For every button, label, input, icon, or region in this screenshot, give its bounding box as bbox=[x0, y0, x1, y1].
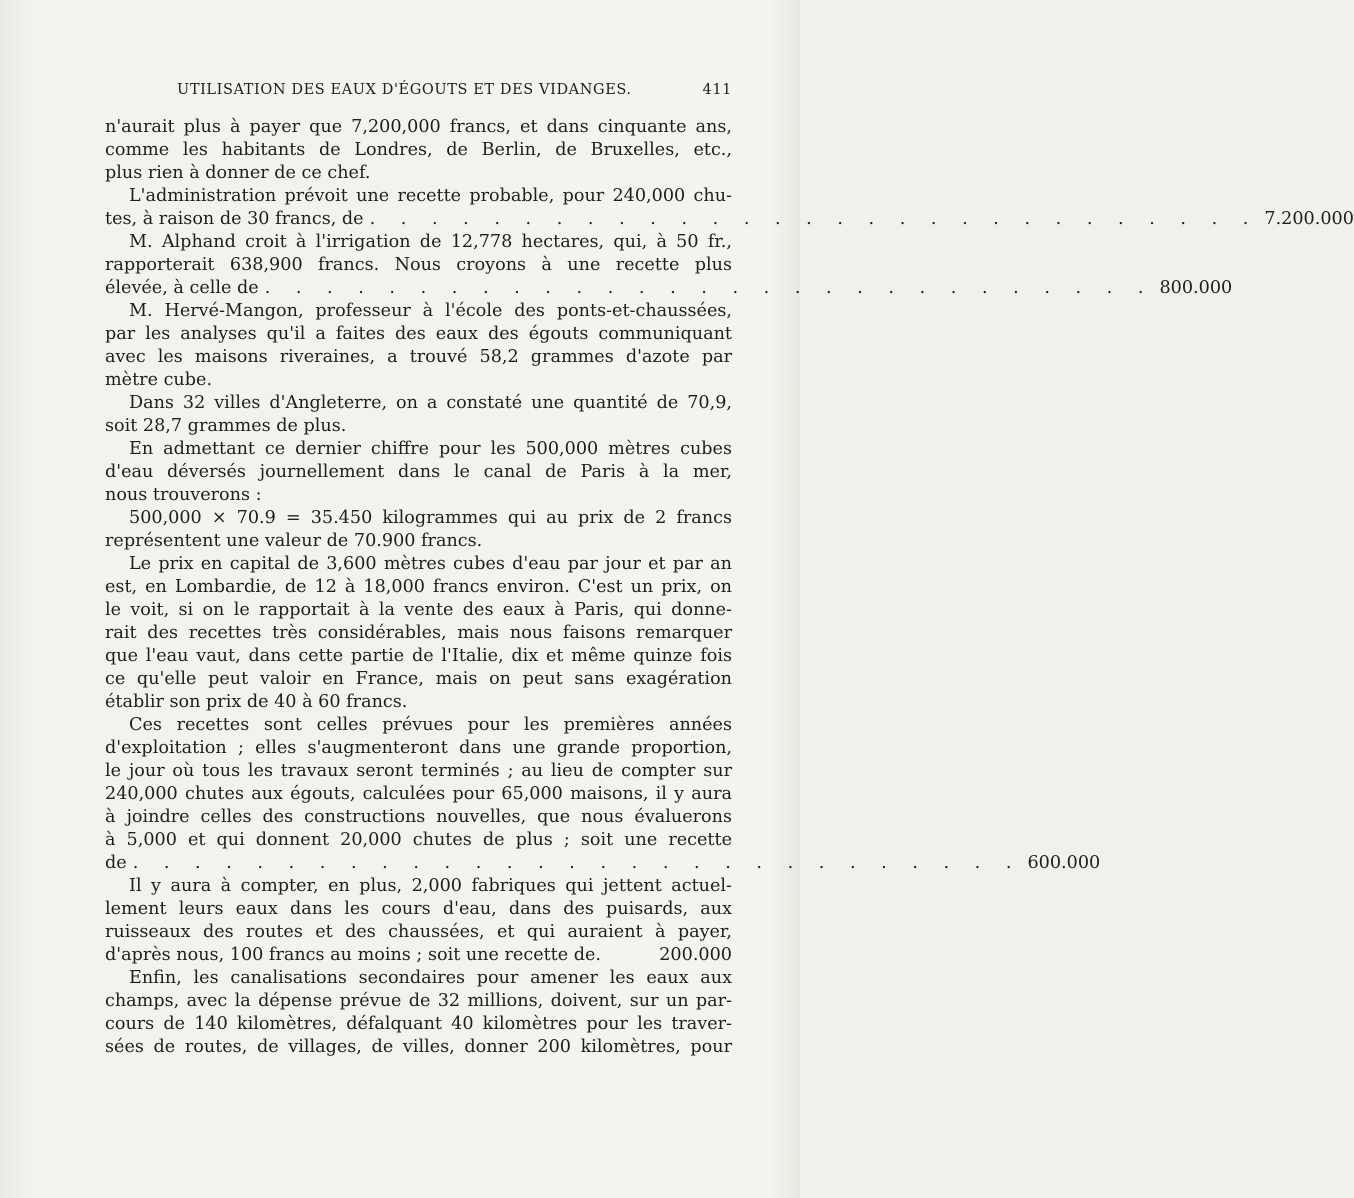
running-title: UTILISATION DES EAUX D'ÉGOUTS ET DES VIDANGES. bbox=[177, 82, 632, 98]
text-line: d'exploitation ; elles s'augmenteront dans une grande proportion, bbox=[105, 738, 732, 758]
text-line: En admettant ce dernier chiffre pour les 500,000 mètres cubes bbox=[129, 439, 732, 459]
text-line: que l'eau vaut, dans cette partie de l'Italie, dix et même quinze fois bbox=[105, 646, 732, 666]
amount-line bbox=[105, 208, 1354, 231]
text-line: Ces recettes sont celles prévues pour les premières années bbox=[129, 715, 732, 735]
amount: 7.200.000 bbox=[1264, 209, 1354, 229]
page-header bbox=[105, 82, 732, 106]
text-line: d'après nous, 100 francs au moins ; soit une recette de. bbox=[105, 945, 602, 965]
text-line: L'administration prévoit une recette probable, pour 240,000 chu- bbox=[129, 186, 732, 206]
text-line: cours de 140 kilomètres, défalquant 40 kilomètres pour les traver- bbox=[105, 1014, 732, 1034]
leader-dots: . . . . . . . . . . . . . . . . . . . . . . . . . . . . . bbox=[264, 278, 1154, 298]
text-line: à joindre celles des constructions nouvelles, que nous évaluerons bbox=[105, 807, 732, 827]
text-line: nous trouverons : bbox=[105, 485, 262, 505]
text-line: représentent une valeur de 70.900 francs. bbox=[105, 531, 483, 551]
text-line: M. Hervé-Mangon, professeur à l'école des ponts-et-chaussées, bbox=[129, 301, 732, 321]
text-line: Enfin, les canalisations secondaires pour amener les eaux aux bbox=[129, 968, 732, 988]
text-line: soit 28,7 grammes de plus. bbox=[105, 416, 347, 436]
text-line: M. Alphand croit à l'irrigation de 12,778 hectares, qui, à 50 fr., bbox=[129, 232, 732, 252]
text-line: Dans 32 villes d'Angleterre, on a constaté une quantité de 70,9, bbox=[129, 393, 732, 413]
text-line: rait des recettes très considérables, mais nous faisons remarquer bbox=[105, 623, 732, 643]
text-line: 240,000 chutes aux égouts, calculées pour 65,000 maisons, il y aura bbox=[105, 784, 732, 804]
text-line: Le prix en capital de 3,600 mètres cubes d'eau par jour et par an bbox=[129, 554, 732, 574]
text-line: ruisseaux des routes et des chaussées, et qui auraient à payer, bbox=[105, 922, 732, 942]
text-line: lement leurs eaux dans les cours d'eau, dans des puisards, aux bbox=[105, 899, 732, 919]
text-line: le voit, si on le rapportait à la vente des eaux à Paris, qui donne- bbox=[105, 600, 732, 620]
body-text bbox=[105, 116, 1354, 1059]
amount: 200.000 bbox=[659, 945, 732, 965]
text-line: le jour où tous les travaux seront terminés ; au lieu de compter sur bbox=[105, 761, 732, 781]
text-line: est, en Lombardie, de 12 à 18,000 francs environ. C'est un prix, on bbox=[105, 577, 732, 597]
text-line: champs, avec la dépense prévue de 32 millions, doivent, sur un par- bbox=[105, 991, 732, 1011]
page-number: 411 bbox=[702, 82, 732, 98]
text-line: sées de routes, de villages, de villes, donner 200 kilomètres, pour bbox=[105, 1037, 732, 1057]
text-line: à 5,000 et qui donnent 20,000 chutes de plus ; soit une recette bbox=[105, 830, 732, 850]
amount: 600.000 bbox=[1027, 853, 1101, 873]
text-line: élevée, à celle de bbox=[105, 278, 259, 298]
amount-line bbox=[105, 944, 732, 967]
leader-dots: . . . . . . . . . . . . . . . . . . . . . . . . . . . . . bbox=[369, 209, 1259, 229]
text-line: Il y aura à compter, en plus, 2,000 fabriques qui jettent actuel- bbox=[129, 876, 732, 896]
amount-line bbox=[105, 852, 1101, 875]
text-line: par les analyses qu'il a faites des eaux des égouts communiquant bbox=[105, 324, 732, 344]
text-line: avec les maisons riveraines, a trouvé 58,2 grammes d'azote par bbox=[105, 347, 732, 367]
text-line: établir son prix de 40 à 60 francs. bbox=[105, 692, 408, 712]
amount: 800.000 bbox=[1159, 278, 1233, 298]
leader-dots: . . . . . . . . . . . . . . . . . . . . . . . . . . . . . bbox=[132, 853, 1022, 873]
text-line: de bbox=[105, 853, 127, 873]
text-line: rapporterait 638,900 francs. Nous croyons à une recette plus bbox=[105, 255, 732, 275]
text-line: mètre cube. bbox=[105, 370, 213, 390]
text-line: ce qu'elle peut valoir en France, mais on peut sans exagération bbox=[105, 669, 732, 689]
text-line: tes, à raison de 30 francs, de bbox=[105, 209, 364, 229]
text-line: d'eau déversés journellement dans le canal de Paris à la mer, bbox=[105, 462, 732, 482]
text-line: n'aurait plus à payer que 7,200,000 francs, et dans cinquante ans, bbox=[105, 117, 732, 137]
text-line: plus rien à donner de ce chef. bbox=[105, 163, 371, 183]
amount-line bbox=[105, 277, 1233, 300]
text-line: 500,000 × 70.9 = 35.450 kilogrammes qui au prix de 2 francs bbox=[129, 508, 732, 528]
text-line: comme les habitants de Londres, de Berlin, de Bruxelles, etc., bbox=[105, 140, 732, 160]
